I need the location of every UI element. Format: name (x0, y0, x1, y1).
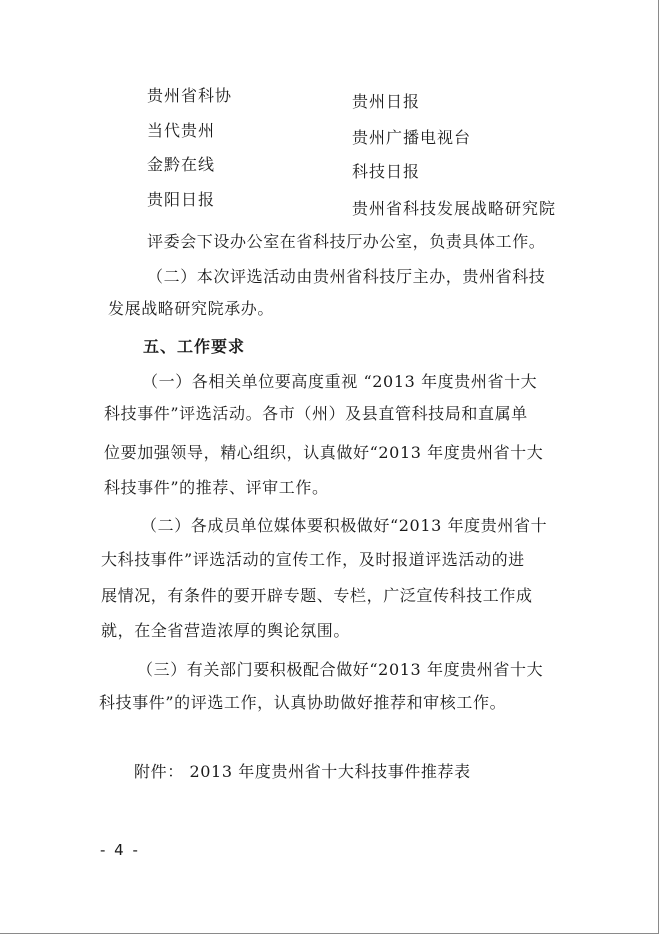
req-one-line-2: 科技事件”评选活动。各市（州）及县直管科技局和直属单 (104, 404, 528, 423)
member-right-4: 贵州省科技发展战略研究院 (352, 199, 557, 218)
office-paragraph: 评委会下设办公室在省科技厅办公室，负责具体工作。 (147, 232, 546, 251)
member-left-3: 金黔在线 (147, 155, 216, 174)
page-number: - 4 - (100, 841, 140, 859)
section-five-title: 五、工作要求 (143, 337, 246, 356)
req-one-line-1: （一）各相关单位要高度重视 “2013 年度贵州省十大 (142, 372, 538, 391)
req-three-line-1: （三）有关部门要积极配合做好“2013 年度贵州省十大 (137, 660, 544, 679)
req-three-line-2: 科技事件”的评选工作，认真协助做好推荐和审核工作。 (99, 693, 507, 712)
req-one-line-4: 科技事件”的推荐、评审工作。 (104, 478, 329, 497)
organizer-line-2: 发展战略研究院承办。 (108, 299, 275, 318)
organizer-line-1: （二）本次评选活动由贵州省科技厅主办，贵州省科技 (147, 267, 546, 286)
member-right-1: 贵州日报 (352, 92, 421, 111)
attachment-line: 附件： 2013 年度贵州省十大科技事件推荐表 (134, 762, 471, 781)
req-two-line-4: 就，在全省营造浓厚的舆论氛围。 (101, 621, 351, 640)
req-two-line-2: 大科技事件”评选活动的宣传工作，及时报道评选活动的进 (101, 550, 525, 569)
member-left-1: 贵州省科协 (147, 86, 233, 105)
member-left-4: 贵阳日报 (147, 190, 216, 209)
req-two-line-3: 展情况，有条件的要开辟专题、专栏，广泛宣传科技工作成 (101, 586, 533, 605)
member-left-2: 当代贵州 (147, 121, 216, 140)
req-two-line-1: （二）各成员单位媒体要积极做好“2013 年度贵州省十 (141, 516, 548, 535)
req-one-line-3: 位要加强领导，精心组织，认真做好“2013 年度贵州省十大 (104, 443, 544, 462)
member-right-3: 科技日报 (352, 162, 421, 181)
member-right-2: 贵州广播电视台 (352, 128, 472, 147)
